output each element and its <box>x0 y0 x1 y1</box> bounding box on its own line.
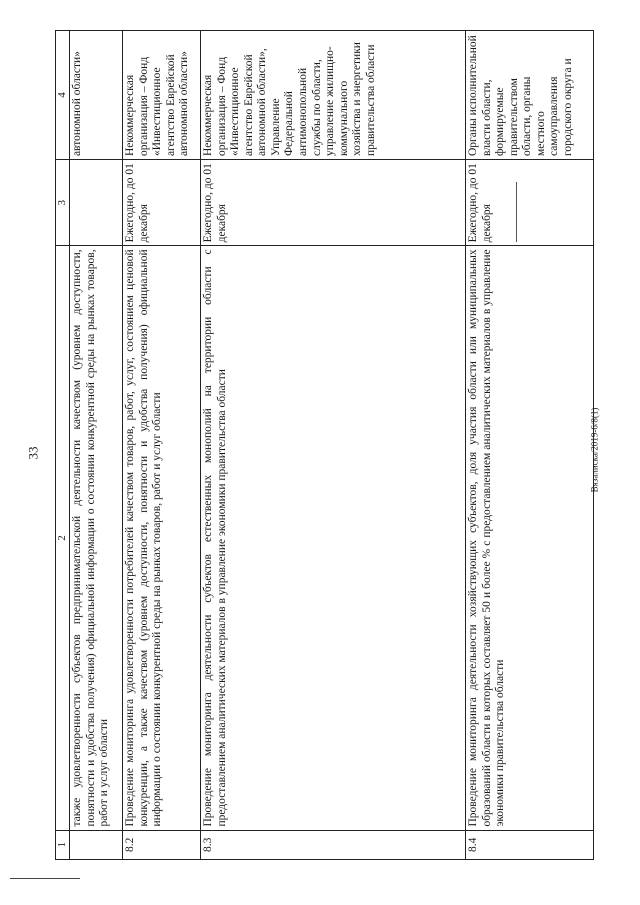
row-term: Ежегодно, до 01 декабря <box>123 160 201 246</box>
underline-mark <box>516 182 517 242</box>
header-col-1: 1 <box>56 830 70 859</box>
row-responsible: автономной области» <box>70 31 123 160</box>
header-col-4: 4 <box>56 31 70 160</box>
row-responsible: Органы исполнительной власти области, формируемые правительством области, органы местного самоуправления городского округа и <box>466 31 594 160</box>
row-text: также удовлетворенности субъектов предпринимательской деятельности качеством (уровнем доступности, понятности и удобства получения) официальной информации о состоянии конкурентной среды на рынках товаров, работ и услуг области <box>70 246 123 830</box>
row-number: 8.4 <box>466 830 594 859</box>
margin-line <box>10 878 80 879</box>
row-text: Проведение мониторинга деятельности хозяйствующих субъектов, доля участия области или муниципальных образований области в которых составляет 50 и более % с предоставлением аналитических материалов в управление экономики правительства области <box>466 246 594 830</box>
row-term-cell <box>466 160 594 246</box>
table-row <box>201 31 466 860</box>
header-col-2: 2 <box>56 246 70 830</box>
row-responsible: Некоммерческая организация – Фонд «Инвестиционное агентство Еврейской автономной области», Управление Федеральной антимонопольной службы по области, управление жилищно-коммунального хозяйства и энергетики правительства области <box>201 31 466 160</box>
table-row <box>123 31 201 860</box>
header-col-3: 3 <box>56 160 70 246</box>
table-row <box>70 31 123 860</box>
row-term: Ежегодно, до 01 декабря <box>467 163 493 243</box>
row-term: Ежегодно, до 01 декабря <box>201 160 466 246</box>
row-number: 8.3 <box>201 830 466 859</box>
page-number: 33 <box>25 446 41 460</box>
row-term <box>70 160 123 246</box>
rotated-page-content <box>55 30 585 860</box>
row-text: Проведение мониторинга деятельности субъектов естественных монополий на территории области с предоставлением аналитических материалов в управление экономики правительства области <box>201 246 466 830</box>
table-row <box>466 31 594 860</box>
table-header-row <box>56 31 70 860</box>
measures-table <box>55 30 594 860</box>
row-responsible: Некоммерческая организация – Фонд «Инвестиционное агентство Еврейской автономной области» <box>123 31 201 160</box>
row-number: 8.2 <box>123 830 201 859</box>
row-text: Проведение мониторинга удовлетворенности потребителей качеством товаров, работ, услуг, состоянием ценовой конкуренции, а также качеством (уровнем доступности, понятности и удобства получения) официальной информации о состоянии конкурентной среды на рынках товаров, работ и услуг области <box>123 246 201 830</box>
document-code: Вязалиска/2019-6/8(1) <box>589 407 600 493</box>
row-number <box>70 830 123 859</box>
